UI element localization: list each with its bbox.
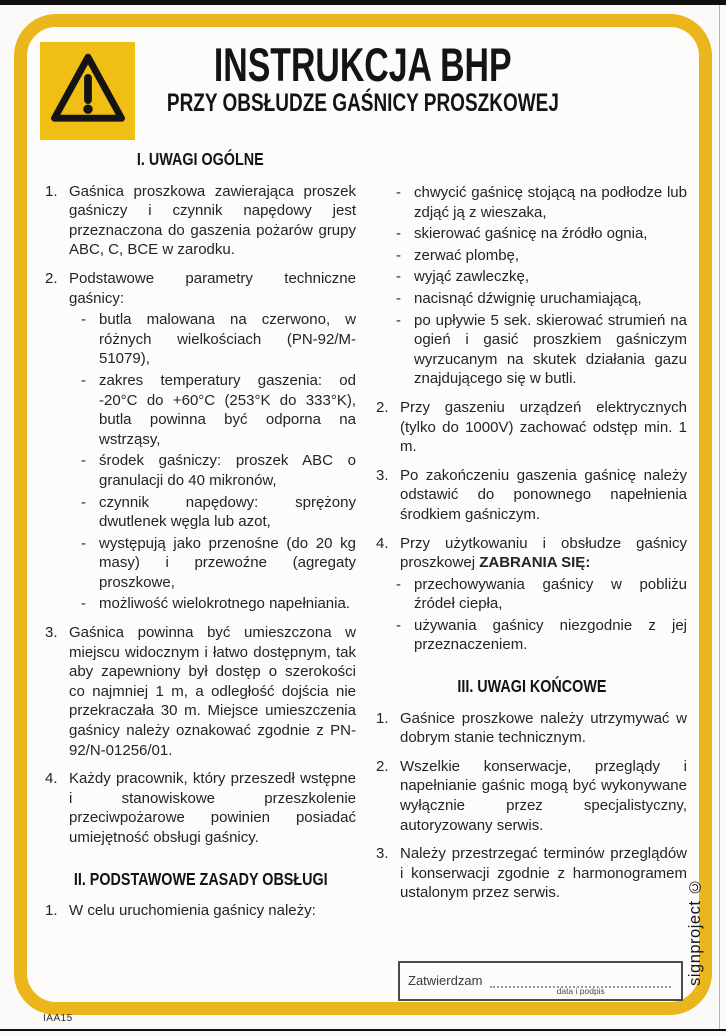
bullet-item (376, 575, 687, 614)
dash-marker: - (81, 311, 86, 329)
item-text (414, 246, 687, 266)
item-number: 4. (45, 770, 58, 788)
item-text (414, 311, 687, 389)
item-text-segment: występują jako przenośne (do 20 kg masy) i przewoźne (agregaty proszkowe, (99, 534, 356, 591)
bullet-item (45, 493, 356, 532)
item-text-segment: Gaśnice proszkowe należy utrzymywać w dobrym stanie technicznym. (400, 709, 687, 747)
bullet-item (376, 267, 687, 287)
item-number: 3. (376, 845, 389, 863)
item-text (400, 709, 687, 748)
section-heading (45, 870, 356, 890)
copyright-icon: © (686, 877, 704, 896)
section-heading (376, 677, 687, 697)
numbered-item (45, 901, 356, 921)
dash-marker: - (396, 184, 401, 201)
bullet-item (376, 616, 687, 655)
bullet-item (45, 371, 356, 449)
item-number: 3. (376, 466, 389, 484)
sign-header (27, 27, 699, 153)
item-number: 1. (45, 182, 58, 200)
signature-label: Zatwierdzam (408, 973, 483, 988)
dash-marker: - (396, 289, 401, 307)
item-text (400, 398, 687, 457)
numbered-item (376, 757, 687, 835)
bullet-item (45, 534, 356, 593)
dash-marker: - (81, 371, 86, 389)
item-text (414, 289, 687, 309)
item-text-segment: po upływie 5 sek. skierować strumień na ogień i gasić proszkiem gaśniczym wyrzucanym na skutek działania gazu znajdującego się w butli. (414, 311, 687, 388)
item-text-segment: Gaśnica powinna być umieszczona w miejscu widocznym i łatwo dostępnym, tak aby zapewniony był dostęp o szerokości co najmniej 1 m, a odległość dojścia nie przekraczała 30 m. Miejsce umieszczenia gaśnicy należy oznakować zgodnie z PN-92/N-01256/01. (69, 624, 356, 759)
item-text (414, 183, 687, 222)
item-text (69, 269, 356, 308)
item-text-segment: Przy użytkowaniu i obsłudze gaśnicy proszkowej (400, 534, 687, 572)
item-text (99, 451, 356, 490)
scan-bottom-black-line (0, 1029, 726, 1031)
item-text-segment: Gaśnica proszkowa zawierająca proszek gaśniczy i czynnik napędowy jest przeznaczona do gaszenia pożarów grupy ABC, C, BCE w zarodku. (69, 182, 356, 259)
numbered-item (45, 269, 356, 308)
dash-marker: - (396, 268, 401, 286)
item-number: 3. (45, 624, 58, 642)
section-heading (45, 150, 356, 170)
item-text-segment: Przy gaszeniu urządzeń elektrycznych (tylko do 1000V) zachować odstęp min. 1 m. (400, 398, 687, 456)
dash-marker: - (81, 534, 86, 552)
section-heading-text: III. UWAGI KOŃCOWE (456, 676, 607, 697)
item-text-segment: zakres temperatury gaszenia: od -20°C do +60°C (253°K do 333°K), butla powinna być odporna na wstrząsy, (99, 371, 356, 448)
item-text (69, 769, 356, 847)
dash-marker: - (81, 595, 86, 613)
item-text (69, 623, 356, 760)
bullet-item (376, 224, 687, 244)
item-text-segment: butla malowana na czerwono, w różnych wielkościach (PN-92/M-51079), (99, 311, 356, 368)
item-number: 1. (376, 709, 389, 727)
dash-marker: - (396, 616, 401, 634)
signature-dotted-line (490, 973, 671, 996)
product-code: IAA15 (43, 1013, 73, 1024)
numbered-item (45, 623, 356, 760)
item-text-segment: chwycić gaśnicę stojącą na podłodze lub zdjąć ją z wieszaka, (414, 184, 687, 221)
dash-marker: - (396, 225, 401, 243)
sign-inner-area (27, 27, 704, 1002)
item-text-segment: Należy przestrzegać terminów przeglądów i konserwacji zgodnie z harmonogramem ustalonym przez serwis. (400, 845, 687, 902)
left-column (45, 148, 356, 921)
item-text-segment: Po zakończeniu gaszenia gaśnicę należy odstawić do ponownego napełnienia środkiem gaśniczym. (400, 466, 687, 523)
item-text-segment: Każdy pracownik, który przeszedł wstępne i stanowiskowe przeszkolenie przeciwpożarowe powinien posiadać umiejętność obsługi gaśnicy. (69, 770, 356, 846)
item-text (99, 371, 356, 449)
bullet-item (376, 183, 687, 222)
item-text (69, 901, 356, 921)
sign-title: INSTRUKCJA BHP (214, 38, 512, 91)
item-text-segment: skierować gaśnicę na źródło ognia, (414, 225, 648, 243)
scan-top-black-bar (0, 0, 726, 5)
item-text (414, 267, 687, 287)
item-number: 4. (376, 534, 389, 552)
item-text (414, 575, 687, 614)
item-text (69, 182, 356, 260)
dash-marker: - (396, 246, 401, 264)
item-text-segment: Podstawowe parametry techniczne gaśnicy: (69, 269, 356, 307)
item-text-segment: czynnik napędowy: sprężony dwutlenek węgla lub azot, (99, 493, 356, 531)
dash-marker: - (81, 493, 86, 511)
scan-right-edge-line (719, 5, 720, 1029)
item-text (400, 844, 687, 903)
bullet-item (45, 310, 356, 369)
item-text (99, 594, 356, 614)
item-number: 2. (45, 269, 58, 287)
numbered-item (376, 709, 687, 748)
numbered-item (376, 534, 687, 573)
numbered-item (376, 398, 687, 457)
item-text (400, 757, 687, 835)
item-text-segment: wyjąć zawleczkę, (414, 268, 530, 286)
item-number: 2. (376, 757, 389, 775)
item-text (400, 466, 687, 525)
item-text-bold: ZABRANIA SIĘ: (479, 554, 591, 572)
item-text (99, 310, 356, 369)
signature-caption: data i podpis (556, 986, 605, 996)
bullet-item (376, 311, 687, 389)
bullet-item (376, 246, 687, 266)
numbered-item (45, 182, 356, 260)
item-text-segment: możliwość wielokrotnego napełniania. (99, 595, 350, 613)
bullet-item (376, 289, 687, 309)
item-number: 1. (45, 902, 58, 920)
title-block (27, 38, 699, 117)
item-text (99, 534, 356, 593)
brand-name: signproject (686, 900, 704, 986)
item-text-segment: środek gaśniczy: proszek ABC o granulacji do 40 mikronów, (99, 452, 356, 489)
item-text-segment: W celu uruchomienia gaśnicy należy: (69, 902, 316, 920)
instruction-columns (27, 148, 699, 921)
item-text-segment: nacisnąć dźwignię uruchamiającą, (414, 289, 642, 307)
item-text (414, 616, 687, 655)
item-text-segment: używania gaśnicy niezgodnie z jej przeznaczeniem. (414, 616, 687, 654)
bullet-item (45, 451, 356, 490)
sign-subtitle: PRZY OBSŁUDZE GAŚNICY PROSZKOWEJ (166, 89, 560, 117)
item-text-segment: zerwać plombę, (414, 246, 520, 264)
numbered-item (376, 466, 687, 525)
item-text-segment: przechowywania gaśnicy w pobliżu źródeł ciepła, (414, 575, 687, 613)
signature-box (398, 961, 683, 1001)
section-heading-text: II. PODSTAWOWE ZASADY OBSŁUGI (73, 868, 328, 889)
dash-marker: - (81, 452, 86, 470)
item-text (99, 493, 356, 532)
item-text-segment: Wszelkie konserwacje, przeglądy i napełnianie gaśnic mogą być wykonywane wyłącznie przez specjalistyczny, autoryzowany serwis. (400, 757, 687, 834)
item-number: 2. (376, 398, 389, 416)
item-text (400, 534, 687, 573)
section-heading-text: I. UWAGI OGÓLNE (137, 149, 264, 169)
bullet-item (45, 594, 356, 614)
dash-marker: - (396, 311, 401, 329)
numbered-item (45, 769, 356, 847)
item-text (414, 224, 687, 244)
brand-vertical-text (686, 877, 705, 986)
right-column (376, 148, 687, 921)
dash-marker: - (396, 575, 401, 593)
numbered-item (376, 844, 687, 903)
safety-sign-board (14, 14, 712, 1015)
